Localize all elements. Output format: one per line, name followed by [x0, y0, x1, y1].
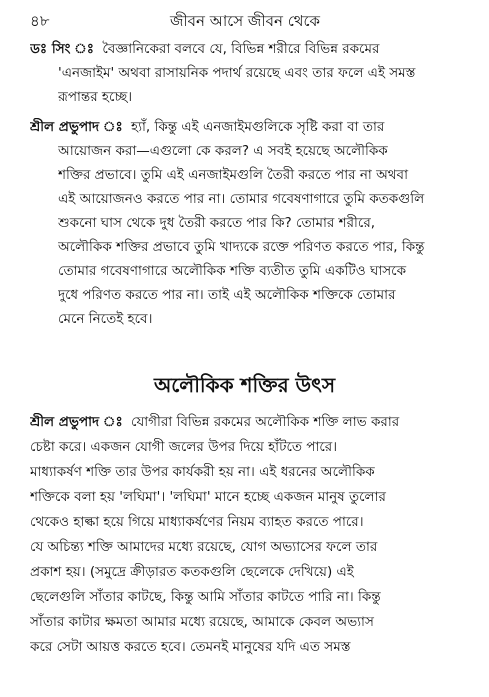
text-line: রূপান্তর হচ্ছে। [58, 89, 133, 105]
text-line: আয়োজন করা—এগুলো কে করল? এ সবই হয়েছে অলৌকিক [58, 143, 388, 159]
page-header [30, 8, 460, 34]
speaker-label: শ্রীল প্রভুপাদ ঃ [30, 414, 123, 430]
text-line: সাঁতার কাটার ক্ষমতা আমার মধ্যে রয়েছে, আমাকে কেবল অভ্যাস [30, 614, 374, 630]
text-line: এই আয়োজনও করতে পার না। তোমার গবেষণাগারে তুমি কতকগুলি [58, 191, 425, 207]
text-line: ছেলেগুলি সাঁতার কাটছে, কিন্তু আমি সাঁতার কাটতে পারি না। কিন্তু [30, 589, 381, 605]
text-line [30, 40, 460, 58]
speaker-label: শ্রীল প্রভুপাদ ঃ [30, 119, 123, 135]
text-line: দুধে পরিণত করতে পার না। তাই এই অলৌকিক শক্তিকে তোমার [58, 287, 396, 303]
running-title: জীবন আসে জীবন থেকে [169, 12, 321, 30]
text-line: মাধ্যাকর্ষণ শক্তি তার উপর কার্যকরী হয় না। এই ধরনের অলৌকিক [30, 464, 375, 480]
paragraph-text: হ্যাঁ, কিন্তু এই এনজাইমগুলিকে সৃষ্টি করা বা তার [130, 119, 385, 135]
text-line: অলৌকিক শক্তির প্রভাবে তুমি খাদ্যকে রক্তে পরিণত করতে পার, কিন্তু [58, 239, 425, 255]
text-line: যে অচিন্ত্য শক্তি আমাদের মধ্যে রয়েছে, যোগ অভ্যাসের ফলে তার [30, 539, 378, 555]
page-number: ৪৮ [30, 12, 50, 30]
text-line: চেষ্টা করে। একজন যোগী জলের উপর দিয়ে হাঁটতে পারে। [30, 439, 338, 455]
text-line: তোমার গবেষণাগারে অলৌকিক শক্তি ব্যতীত তুমি একটিও ঘাসকে [58, 263, 407, 279]
text-line: শক্তিকে বলা হয় 'লঘিমা'। 'লঘিমা' মানে হচ্ছে একজন মানুষ তুলোর [30, 489, 386, 505]
text-line: মেনে নিতেই হবে। [58, 311, 153, 327]
paragraph-text: বৈজ্ঞানিকেরা বলবে যে, বিভিন্ন শরীরে বিভিন্ন রকমের [102, 41, 380, 57]
text-line: থেকেও হাল্কা হয়ে গিয়ে মাধ্যাকর্ষণের নিয়ম ব্যাহত করতে পারে। [30, 514, 364, 530]
text-line: করে সেটা আয়ত্ত করতে হবে। তেমনই মানুষের যদি এত সমস্ত [30, 639, 351, 655]
text-line: 'এনজাইম' অথবা রাসায়নিক পদার্থ রয়েছে এবং তার ফলে এই সমস্ত [58, 65, 416, 81]
text-line: প্রকাশ হয়। (সমুদ্রে ক্রীড়ারত কতকগুলি ছেলেকে দেখিয়ে) এই [30, 564, 354, 580]
text-line [30, 413, 460, 431]
speaker-label: ডঃ সিং ঃ [30, 41, 95, 57]
text-line: শুকনো ঘাস থেকে দুধ তৈরী করতে পার কি? তোমার শরীরে, [58, 215, 376, 231]
text-line [30, 118, 460, 136]
paragraph-text: যোগীরা বিভিন্ন রকমের অলৌকিক শক্তি লাভ করার [130, 414, 400, 430]
text-line: শক্তির প্রভাবে। তুমি এই এনজাইমগুলি তৈরী করতে পার না অথবা [58, 167, 408, 183]
section-heading: অলৌকিক শক্তির উৎস [153, 373, 336, 397]
